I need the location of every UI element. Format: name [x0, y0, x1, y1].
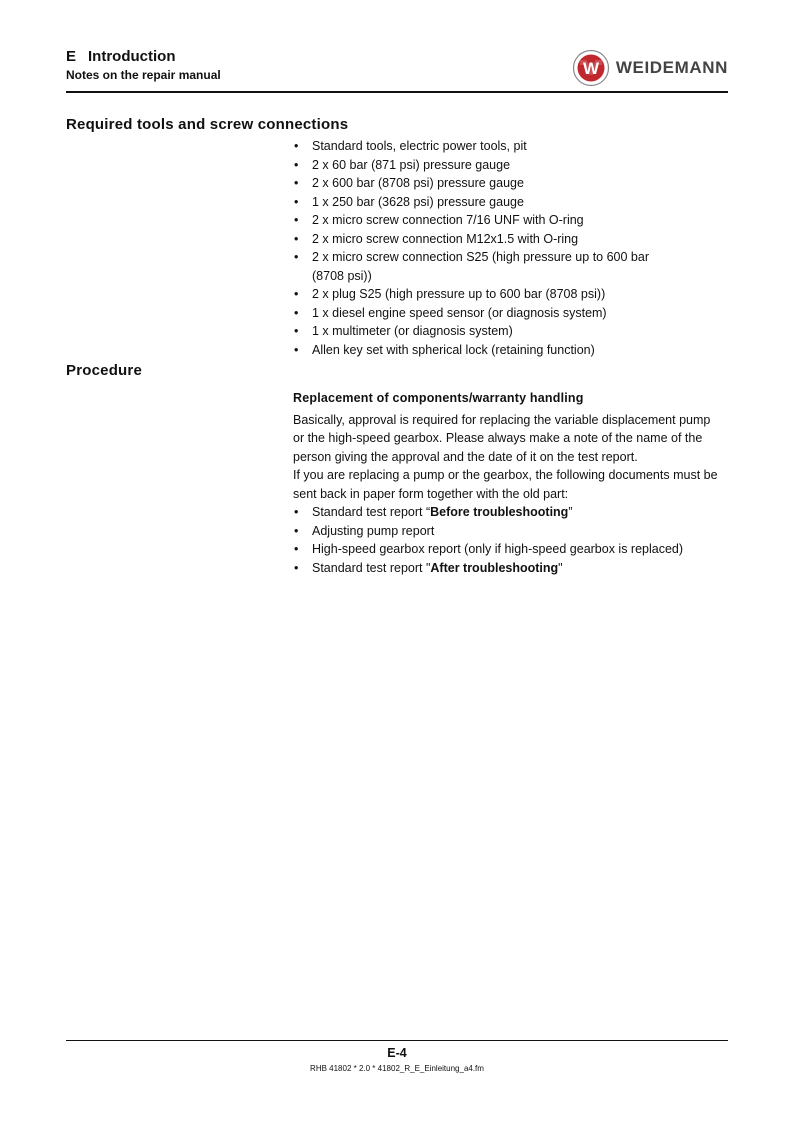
list-item: • Allen key set with spherical lock (retaining function) [293, 341, 723, 360]
procedure-heading: Procedure [66, 362, 142, 379]
header-rule [66, 91, 728, 93]
list-item-text: ” [568, 505, 573, 519]
list-item: • 2 x 60 bar (871 psi) pressure gauge [293, 156, 723, 175]
logo-mark-letter: W [582, 59, 599, 78]
chapter-name: Introduction [88, 48, 176, 65]
list-item: • 2 x micro screw connection 7/16 UNF with O-ring [293, 211, 723, 230]
list-item: • Adjusting pump report [293, 522, 723, 541]
list-item: • 2 x micro screw connection S25 (high pressure up to 600 bar (8708 psi)) [293, 248, 723, 285]
list-item [293, 503, 723, 522]
list-item [293, 559, 723, 578]
list-item-text: Standard test report " [312, 560, 431, 575]
chapter-letter: E [66, 48, 77, 65]
list-item: • 1 x 250 bar (3628 psi) pressure gauge [293, 193, 723, 212]
weidemann-logo [572, 50, 728, 86]
page-subtitle: Notes on the repair manual [66, 68, 221, 82]
procedure-subheading: Replacement of components/warranty handling [293, 391, 584, 405]
chapter-title [66, 48, 175, 65]
documents-list [293, 503, 723, 577]
footer-rule [66, 1040, 728, 1041]
list-item-text: Standard test report “ [312, 505, 431, 519]
procedure-paragraph: If you are replacing a pump or the gearbox, the following documents must be sent back in paper form together with the old part: [293, 468, 718, 501]
brand-name: WEIDEMANN [615, 58, 728, 77]
procedure-paragraph: Basically, approval is required for replacing the variable displacement pump or the high-speed gearbox. Please always make a note of the name of the person giving the approval and the date of it on the test report. [293, 412, 711, 464]
tools-list-container [293, 137, 723, 359]
list-item: • High-speed gearbox report (only if high-speed gearbox is replaced) [293, 540, 723, 559]
page-number: E-4 [387, 1046, 407, 1060]
logo-mark-icon [572, 49, 610, 87]
list-item: • 1 x diesel engine speed sensor (or diagnosis system) [293, 304, 723, 323]
tools-list [293, 137, 723, 359]
list-item: • 1 x multimeter (or diagnosis system) [293, 322, 723, 341]
list-item-emphasis: Before troubleshooting [430, 505, 569, 519]
page-header [66, 48, 728, 92]
list-item-emphasis: After troubleshooting [430, 560, 559, 575]
tools-heading: Required tools and screw connections [66, 116, 349, 133]
list-item: • 2 x plug S25 (high pressure up to 600 bar (8708 psi)) [293, 285, 723, 304]
list-item: • 2 x micro screw connection M12x1.5 with O-ring [293, 230, 723, 249]
procedure-content [293, 389, 723, 577]
document-reference: RHB 41802 * 2.0 * 41802_R_E_Einleitung_a4.fm [310, 1064, 484, 1073]
list-item: • Standard tools, electric power tools, pit [293, 137, 723, 156]
list-item: • 2 x 600 bar (8708 psi) pressure gauge [293, 174, 723, 193]
list-item-text: " [558, 560, 563, 575]
